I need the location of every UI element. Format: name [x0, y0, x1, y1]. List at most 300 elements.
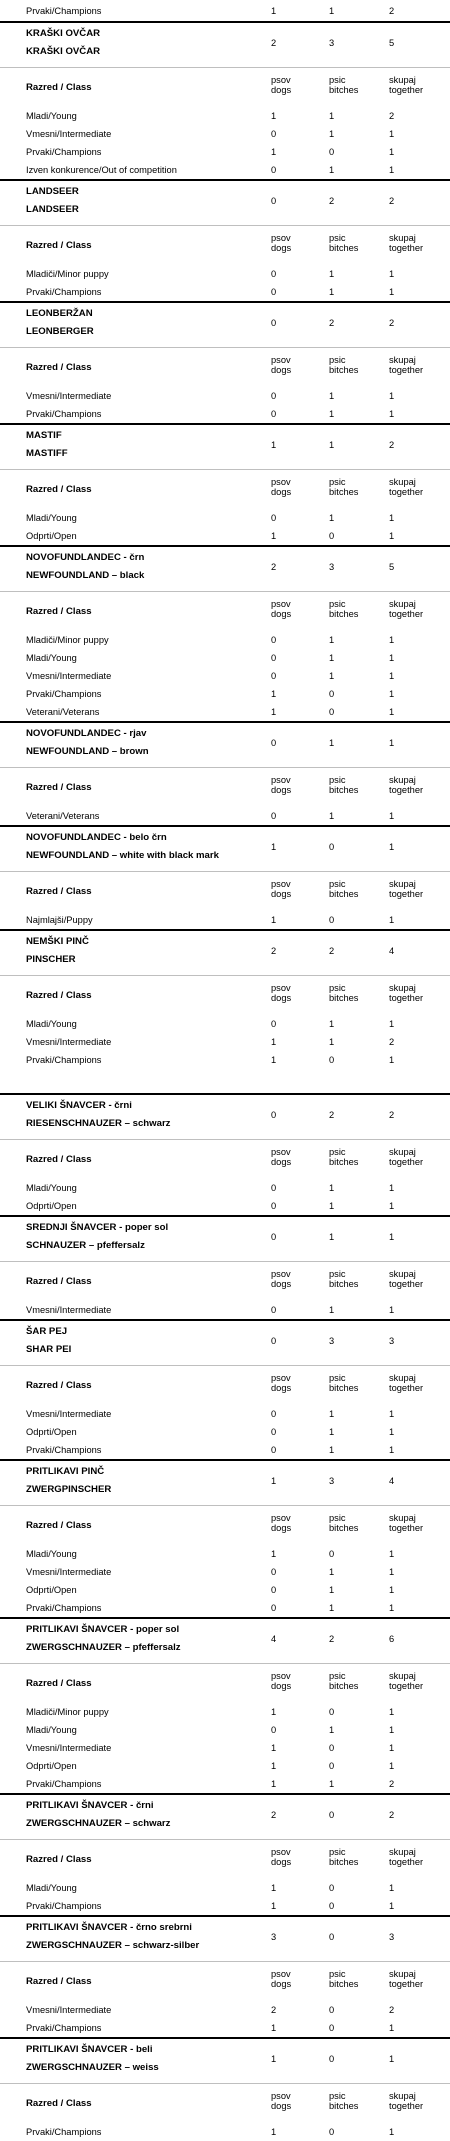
breed-bitches-total: 0 [329, 2054, 335, 2064]
bitches-count: 0 [329, 2023, 335, 2033]
together-count: 1 [389, 635, 395, 645]
class-header-row [0, 1505, 450, 1545]
breed-name-en: KRAŠKI OVČAR [26, 46, 101, 57]
bitches-column-header [329, 355, 358, 375]
dogs-header-en: dogs [271, 609, 292, 619]
class-name: Odprti/Open [26, 1761, 77, 1771]
class-header-row [0, 1365, 450, 1405]
dogs-column-header [271, 1269, 291, 1289]
breed-together-total: 2 [389, 1810, 395, 1820]
together-header-sl: skupaj [389, 1373, 416, 1383]
dogs-count: 0 [271, 1445, 277, 1455]
breed-together-total: 3 [389, 1336, 395, 1346]
class-row [0, 1051, 450, 1069]
bitches-column-header [329, 1847, 358, 1867]
dogs-count: 0 [271, 1305, 277, 1315]
bitches-header-en: bitches [329, 243, 359, 253]
bitches-count: 1 [329, 513, 335, 523]
together-header-sl: skupaj [389, 355, 416, 365]
together-count: 1 [389, 811, 395, 821]
together-count: 2 [389, 2005, 395, 2015]
bitches-column-header [329, 1513, 358, 1533]
class-name: Mladi/Young [26, 1019, 77, 1029]
breed-dogs-total: 0 [271, 738, 277, 748]
bitches-header-sl: psic [329, 983, 346, 993]
together-header-sl: skupaj [389, 1147, 416, 1157]
class-header-row [0, 1663, 450, 1703]
bitches-header-sl: psic [329, 1671, 346, 1681]
bitches-header-en: bitches [329, 1279, 359, 1289]
together-column-header [389, 2091, 423, 2111]
class-name: Vmesni/Intermediate [26, 1743, 112, 1753]
class-row [0, 703, 450, 721]
class-row [0, 107, 450, 125]
class-row [0, 1757, 450, 1775]
breed-name-sl: VELIKI ŠNAVCER - črni [26, 1100, 132, 1111]
dogs-header-sl: psov [271, 477, 291, 487]
breed-dogs-total: 0 [271, 1232, 277, 1242]
breed-together-total: 2 [389, 318, 395, 328]
bitches-header-sl: psic [329, 599, 346, 609]
breed-name-sl: NEMŠKI PINČ [26, 936, 89, 947]
dogs-header-en: dogs [271, 993, 292, 1003]
together-column-header [389, 355, 423, 375]
dogs-header-sl: psov [271, 355, 291, 365]
together-count: 1 [389, 653, 395, 663]
breed-name-en: NEWFOUNDLAND – white with black mark [26, 850, 219, 861]
dogs-header-sl: psov [271, 1373, 291, 1383]
bitches-count: 0 [329, 1743, 335, 1753]
breed-name-sl: NOVOFUNDLANDEC - belo črn [26, 832, 167, 843]
bitches-count: 0 [329, 1901, 335, 1911]
class-row [0, 649, 450, 667]
class-column-header: Razred / Class [26, 1976, 92, 1987]
dogs-count: 0 [271, 1183, 277, 1193]
class-header-row [0, 347, 450, 387]
together-header-en: together [389, 85, 424, 95]
bitches-count: 0 [329, 2005, 335, 2015]
together-column-header [389, 775, 423, 795]
breed-row [0, 825, 450, 871]
dogs-column-header [271, 1969, 291, 1989]
dogs-count: 1 [271, 1055, 277, 1065]
together-count: 2 [389, 1037, 395, 1047]
breed-name-en: ZWERGSCHNAUZER – schwarz-silber [26, 1940, 200, 1951]
class-row [0, 1897, 450, 1915]
breed-bitches-total: 3 [329, 562, 335, 572]
breed-row [0, 1617, 450, 1663]
breed-name-sl: KRAŠKI OVČAR [26, 28, 101, 39]
bitches-header-en: bitches [329, 785, 359, 795]
together-count: 2 [389, 1779, 395, 1789]
class-row [0, 1775, 450, 1793]
breed-dogs-total: 2 [271, 562, 277, 572]
dogs-header-sl: psov [271, 1513, 291, 1523]
together-column-header [389, 1969, 423, 1989]
together-column-header [389, 983, 423, 1003]
dogs-column-header [271, 879, 291, 899]
together-count: 1 [389, 1409, 395, 1419]
class-row [0, 2123, 450, 2141]
bitches-count: 1 [329, 409, 335, 419]
bitches-header-en: bitches [329, 889, 359, 899]
bitches-count: 1 [329, 1427, 335, 1437]
breed-name-en: RIESENSCHNAUZER – schwarz [26, 1118, 171, 1129]
class-column-header: Razred / Class [26, 1520, 92, 1531]
class-name: Prvaki/Champions [26, 1055, 102, 1065]
class-name: Prvaki/Champions [26, 2127, 102, 2137]
class-name: Odprti/Open [26, 1427, 77, 1437]
together-count: 1 [389, 1567, 395, 1577]
bitches-column-header [329, 75, 358, 95]
together-count: 1 [389, 1761, 395, 1771]
class-name: Vmesni/Intermediate [26, 1037, 112, 1047]
bitches-column-header [329, 233, 358, 253]
dogs-count: 0 [271, 671, 277, 681]
breed-together-total: 1 [389, 842, 395, 852]
bitches-count: 1 [329, 1567, 335, 1577]
class-name: Vmesni/Intermediate [26, 1567, 112, 1577]
together-column-header [389, 599, 423, 619]
together-header-en: together [389, 1383, 424, 1393]
bitches-count: 0 [329, 1761, 335, 1771]
class-header-row [0, 2083, 450, 2123]
together-header-sl: skupaj [389, 983, 416, 993]
breed-dogs-total: 2 [271, 946, 277, 956]
class-row [0, 807, 450, 825]
together-header-sl: skupaj [389, 1969, 416, 1979]
class-header-row [0, 1839, 450, 1879]
class-row [0, 667, 450, 685]
together-count: 1 [389, 1549, 395, 1559]
bitches-header-sl: psic [329, 775, 346, 785]
breed-name-sl: PRITLIKAVI ŠNAVCER - poper sol [26, 1624, 180, 1635]
breed-dogs-total: 1 [271, 2054, 277, 2064]
dogs-count: 1 [271, 531, 277, 541]
bitches-column-header [329, 983, 358, 1003]
breed-together-total: 5 [389, 38, 395, 48]
breed-name-en: SHAR PEI [26, 1344, 72, 1355]
dogs-column-header [271, 2091, 291, 2111]
dogs-column-header [271, 599, 291, 619]
together-count: 1 [389, 1725, 395, 1735]
together-header-en: together [389, 1681, 424, 1691]
class-name: Vmesni/Intermediate [26, 1305, 112, 1315]
class-row [0, 1015, 450, 1033]
class-row [0, 685, 450, 703]
breed-name-sl: PRITLIKAVI ŠNAVCER - beli [26, 2044, 153, 2055]
class-name: Najmlajši/Puppy [26, 915, 93, 925]
together-count: 1 [389, 1585, 395, 1595]
bitches-header-en: bitches [329, 1157, 359, 1167]
bitches-header-en: bitches [329, 1979, 359, 1989]
class-row [0, 1599, 450, 1617]
together-header-en: together [389, 993, 424, 1003]
dogs-header-sl: psov [271, 1671, 291, 1681]
dogs-header-en: dogs [271, 1383, 292, 1393]
bitches-column-header [329, 477, 358, 497]
breed-dogs-total: 2 [271, 1810, 277, 1820]
bitches-count: 0 [329, 707, 335, 717]
dogs-column-header [271, 477, 291, 497]
class-column-header: Razred / Class [26, 2098, 92, 2109]
together-header-sl: skupaj [389, 879, 416, 889]
dogs-header-sl: psov [271, 983, 291, 993]
together-header-en: together [389, 243, 424, 253]
together-count: 1 [389, 531, 395, 541]
together-header-sl: skupaj [389, 477, 416, 487]
together-count: 1 [389, 707, 395, 717]
breed-bitches-total: 3 [329, 38, 335, 48]
bitches-count: 1 [329, 1019, 335, 1029]
together-header-sl: skupaj [389, 1513, 416, 1523]
bitches-count: 0 [329, 1055, 335, 1065]
dogs-count: 1 [271, 2127, 277, 2137]
class-name: Prvaki/Champions [26, 1901, 102, 1911]
breed-dogs-total: 0 [271, 1336, 277, 1346]
breed-bitches-total: 0 [329, 842, 335, 852]
breed-dogs-total: 3 [271, 1932, 277, 1942]
together-header-sl: skupaj [389, 233, 416, 243]
breed-row [0, 301, 450, 347]
breed-row [0, 721, 450, 767]
breed-together-total: 3 [389, 1932, 395, 1942]
dogs-header-en: dogs [271, 2101, 292, 2111]
breed-together-total: 4 [389, 1476, 395, 1486]
bitches-header-en: bitches [329, 1681, 359, 1691]
dogs-header-en: dogs [271, 365, 292, 375]
together-count: 1 [389, 1183, 395, 1193]
breed-bitches-total: 3 [329, 1336, 335, 1346]
dogs-count: 1 [271, 1743, 277, 1753]
dogs-header-sl: psov [271, 233, 291, 243]
breed-name-sl: ŠAR PEJ [26, 1326, 68, 1337]
dogs-count: 0 [271, 287, 277, 297]
breed-dogs-total: 1 [271, 842, 277, 852]
class-column-header: Razred / Class [26, 1380, 92, 1391]
bitches-count: 1 [329, 1305, 335, 1315]
breed-together-total: 4 [389, 946, 395, 956]
dogs-column-header [271, 983, 291, 1003]
together-header-en: together [389, 1979, 424, 1989]
together-count: 1 [389, 1901, 395, 1911]
class-row [0, 1179, 450, 1197]
bitches-count: 1 [329, 671, 335, 681]
class-column-header: Razred / Class [26, 362, 92, 373]
class-column-header: Razred / Class [26, 990, 92, 1001]
bitches-header-en: bitches [329, 609, 359, 619]
together-count: 1 [389, 269, 395, 279]
bitches-header-sl: psic [329, 1373, 346, 1383]
dogs-header-sl: psov [271, 1269, 291, 1279]
breed-name-en: SCHNAUZER – pfeffersalz [26, 1240, 145, 1251]
class-row [0, 1405, 450, 1423]
together-header-en: together [389, 609, 424, 619]
class-row [0, 1721, 450, 1739]
breed-name-sl: LANDSEER [26, 186, 79, 197]
class-name: Odprti/Open [26, 1201, 77, 1211]
bitches-header-en: bitches [329, 993, 359, 1003]
together-column-header [389, 1513, 423, 1533]
breed-name-en: NEWFOUNDLAND – brown [26, 746, 149, 757]
class-column-header: Razred / Class [26, 606, 92, 617]
together-count: 1 [389, 409, 395, 419]
bitches-count: 0 [329, 1549, 335, 1559]
dogs-count: 0 [271, 269, 277, 279]
breed-name-sl: NOVOFUNDLANDEC - rjav [26, 728, 147, 739]
class-name: Vmesni/Intermediate [26, 391, 112, 401]
class-name: Vmesni/Intermediate [26, 1409, 112, 1419]
class-header-row [0, 469, 450, 509]
class-name: Veterani/Veterans [26, 811, 100, 821]
dogs-column-header [271, 1513, 291, 1533]
together-count: 1 [389, 1707, 395, 1717]
breed-bitches-total: 2 [329, 1110, 335, 1120]
breed-row [0, 1793, 450, 1839]
bitches-count: 1 [329, 1409, 335, 1419]
dogs-header-sl: psov [271, 599, 291, 609]
bitches-column-header [329, 775, 358, 795]
class-header-row [0, 1139, 450, 1179]
together-column-header [389, 1373, 423, 1393]
bitches-header-en: bitches [329, 1383, 359, 1393]
bitches-column-header [329, 1969, 358, 1989]
dogs-count: 1 [271, 1707, 277, 1717]
together-header-sl: skupaj [389, 1671, 416, 1681]
dogs-header-sl: psov [271, 1847, 291, 1857]
bitches-header-en: bitches [329, 85, 359, 95]
together-column-header [389, 1671, 423, 1691]
breed-name-sl: MASTIF [26, 430, 62, 441]
class-name: Izven konkurence/Out of competition [26, 165, 177, 175]
bitches-count: 0 [329, 2127, 335, 2137]
class-name: Veterani/Veterans [26, 707, 100, 717]
dogs-count: 0 [271, 1603, 277, 1613]
breed-together-total: 2 [389, 1110, 395, 1120]
together-count: 1 [389, 1055, 395, 1065]
breed-name-en: ZWERGPINSCHER [26, 1484, 112, 1495]
class-name: Prvaki/Champions [26, 287, 102, 297]
bitches-count: 1 [329, 129, 335, 139]
class-row [0, 631, 450, 649]
class-name: Vmesni/Intermediate [26, 129, 112, 139]
breed-name-en: ZWERGSCHNAUZER – pfeffersalz [26, 1642, 181, 1653]
bitches-count: 1 [329, 653, 335, 663]
together-column-header [389, 1269, 423, 1289]
breed-dogs-total: 1 [271, 1476, 277, 1486]
class-header-row [0, 975, 450, 1015]
dogs-header-en: dogs [271, 487, 292, 497]
class-column-header: Razred / Class [26, 1276, 92, 1287]
dogs-count: 1 [271, 1901, 277, 1911]
class-row [0, 1197, 450, 1215]
dogs-count: 1 [271, 147, 277, 157]
dogs-count: 0 [271, 1725, 277, 1735]
breed-row [0, 423, 450, 469]
dogs-count: 0 [271, 391, 277, 401]
class-row [0, 509, 450, 527]
dogs-header-en: dogs [271, 889, 292, 899]
dogs-count: 0 [271, 513, 277, 523]
class-name: Mladiči/Minor puppy [26, 269, 109, 279]
class-row [0, 283, 450, 301]
bitches-count: 1 [329, 1037, 335, 1047]
bitches-count: 1 [329, 6, 335, 16]
class-row [0, 125, 450, 143]
together-count: 1 [389, 513, 395, 523]
bitches-column-header [329, 1373, 358, 1393]
together-column-header [389, 1847, 423, 1867]
bitches-count: 0 [329, 1883, 335, 1893]
class-name: Prvaki/Champions [26, 409, 102, 419]
class-header-row [0, 767, 450, 807]
class-row [0, 1879, 450, 1897]
class-row [0, 143, 450, 161]
breed-name-sl: PRITLIKAVI PINČ [26, 1466, 105, 1477]
together-header-en: together [389, 785, 424, 795]
bitches-header-sl: psic [329, 879, 346, 889]
class-name: Mladiči/Minor puppy [26, 635, 109, 645]
together-column-header [389, 75, 423, 95]
class-row [0, 387, 450, 405]
bitches-count: 1 [329, 165, 335, 175]
dogs-header-sl: psov [271, 2091, 291, 2101]
breed-together-total: 2 [389, 196, 395, 206]
class-column-header: Razred / Class [26, 1678, 92, 1689]
together-count: 1 [389, 1743, 395, 1753]
bitches-count: 1 [329, 1201, 335, 1211]
together-column-header [389, 477, 423, 497]
dogs-header-sl: psov [271, 879, 291, 889]
class-header-row [0, 871, 450, 911]
dogs-header-en: dogs [271, 1979, 292, 1989]
class-row [0, 1739, 450, 1757]
bitches-column-header [329, 1147, 358, 1167]
class-name: Prvaki/Champions [26, 1779, 102, 1789]
breed-row [0, 545, 450, 591]
class-name: Mladi/Young [26, 653, 77, 663]
breed-name-en: LANDSEER [26, 204, 79, 215]
bitches-header-en: bitches [329, 2101, 359, 2111]
dogs-count: 0 [271, 635, 277, 645]
breed-together-total: 1 [389, 738, 395, 748]
class-row [0, 911, 450, 929]
bitches-header-en: bitches [329, 1857, 359, 1867]
dogs-count: 1 [271, 1761, 277, 1771]
class-name: Odprti/Open [26, 531, 77, 541]
together-header-en: together [389, 889, 424, 899]
class-row [0, 265, 450, 283]
breed-name-sl: SREDNJI ŠNAVCER - poper sol [26, 1222, 169, 1233]
bitches-count: 1 [329, 391, 335, 401]
together-header-sl: skupaj [389, 599, 416, 609]
breed-bitches-total: 2 [329, 318, 335, 328]
class-row [0, 1581, 450, 1599]
dogs-count: 0 [271, 1567, 277, 1577]
dogs-count: 0 [271, 653, 277, 663]
class-column-header: Razred / Class [26, 1854, 92, 1865]
dogs-count: 2 [271, 2005, 277, 2015]
together-header-en: together [389, 1523, 424, 1533]
class-name: Mladi/Young [26, 111, 77, 121]
class-row [0, 405, 450, 423]
breed-bitches-total: 0 [329, 1810, 335, 1820]
breed-name-en: PINSCHER [26, 954, 76, 965]
class-row [0, 1033, 450, 1051]
dogs-column-header [271, 355, 291, 375]
bitches-count: 1 [329, 1445, 335, 1455]
class-name: Prvaki/Champions [26, 689, 102, 699]
